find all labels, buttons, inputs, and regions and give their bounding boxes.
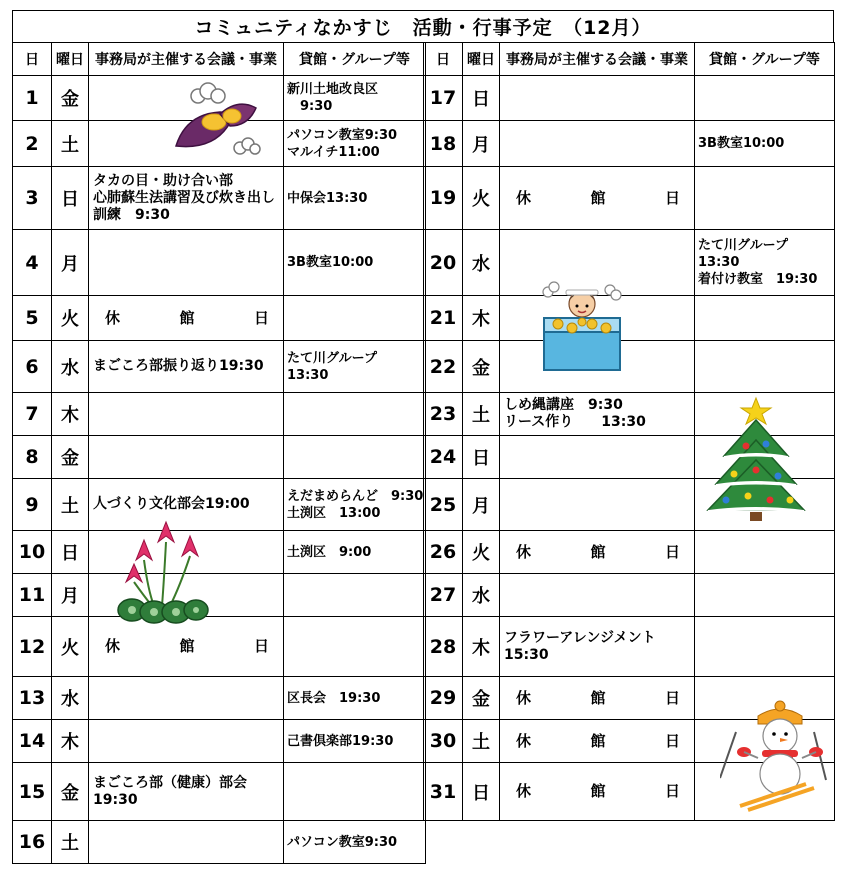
day-number: 2 xyxy=(13,121,52,167)
rental-group-line: 着付け教室 19:30 xyxy=(698,272,818,287)
cyclamen-flower-illustration xyxy=(114,520,210,624)
office-event-line: 人づくり文化部会19:00 xyxy=(93,496,250,512)
rental-group-line: マルイチ11:00 xyxy=(287,144,380,160)
closed-day-char: 休 xyxy=(516,688,532,707)
rental-group-cell xyxy=(695,76,835,121)
rental-group-cell xyxy=(284,821,426,864)
header-day: 日 xyxy=(13,43,52,76)
office-event-cell xyxy=(500,677,695,720)
office-event-cell xyxy=(89,436,284,479)
weekday: 土 xyxy=(52,479,89,531)
weekday: 土 xyxy=(52,821,89,864)
closed-day-label xyxy=(93,638,283,655)
table-row xyxy=(13,617,426,677)
day-number: 15 xyxy=(13,763,52,821)
rental-group-line: 区長会 19:30 xyxy=(287,690,381,706)
weekday: 月 xyxy=(52,230,89,296)
day-number: 12 xyxy=(13,617,52,677)
day-number: 16 xyxy=(13,821,52,864)
rental-group-line: たて川グループ xyxy=(698,238,788,253)
weekday: 木 xyxy=(463,296,500,341)
table-row xyxy=(424,121,835,167)
rental-group-cell xyxy=(284,574,426,617)
header-day: 日 xyxy=(424,43,463,76)
rental-group-cell xyxy=(284,393,426,436)
rental-group-cell xyxy=(284,720,426,763)
closed-day-char: 日 xyxy=(253,308,269,327)
office-event-line: フラワーアレンジメント15:30 xyxy=(504,629,656,663)
rental-group-cell xyxy=(284,76,426,121)
rental-group-line: 己書倶楽部19:30 xyxy=(287,733,394,749)
rental-group-line: 13:30 xyxy=(287,367,329,383)
rental-group-cell xyxy=(695,296,835,341)
weekday: 金 xyxy=(52,763,89,821)
rental-group-line: 土渕区 13:00 xyxy=(287,505,381,521)
header-rental-groups: 貸館・グループ等 xyxy=(695,43,835,76)
weekday: 水 xyxy=(463,574,500,617)
office-event-cell xyxy=(89,296,284,341)
office-event-cell xyxy=(500,121,695,167)
weekday: 木 xyxy=(52,720,89,763)
weekday: 水 xyxy=(52,341,89,393)
office-event-line: まごころ部（健康）部会 xyxy=(93,774,247,791)
weekday: 木 xyxy=(52,393,89,436)
weekday: 日 xyxy=(463,763,500,821)
closed-day-char: 日 xyxy=(664,688,680,707)
rental-group-cell xyxy=(695,617,835,677)
table-row xyxy=(424,296,835,341)
day-number: 1 xyxy=(13,76,52,121)
rental-group-line: 3B教室10:00 xyxy=(698,136,785,151)
weekday: 土 xyxy=(463,393,500,436)
day-number: 31 xyxy=(424,763,463,821)
office-event-cell xyxy=(500,763,695,821)
yuzu-bath-illustration xyxy=(538,276,626,374)
day-number: 9 xyxy=(13,479,52,531)
weekday: 木 xyxy=(463,617,500,677)
rental-group-line: 13:30 xyxy=(698,255,740,270)
closed-day-char: 日 xyxy=(664,782,680,800)
office-event-cell xyxy=(89,341,284,393)
office-event-cell xyxy=(500,76,695,121)
weekday: 水 xyxy=(463,230,500,296)
weekday: 火 xyxy=(52,296,89,341)
office-event-cell xyxy=(89,167,284,230)
weekday: 金 xyxy=(463,341,500,393)
closed-day-char: 休 xyxy=(516,542,532,561)
closed-day-char: 日 xyxy=(664,542,680,561)
table-row xyxy=(13,677,426,720)
day-number: 17 xyxy=(424,76,463,121)
rental-group-line: パソコン教室9:30 xyxy=(287,127,398,143)
day-number: 11 xyxy=(13,574,52,617)
office-event-line: しめ縄講座 9:30 xyxy=(504,397,623,413)
closed-day-label xyxy=(504,733,694,750)
closed-day-char: 館 xyxy=(179,637,195,655)
day-number: 5 xyxy=(13,296,52,341)
header-rental-groups: 貸館・グループ等 xyxy=(284,43,426,76)
day-number: 19 xyxy=(424,167,463,230)
day-number: 28 xyxy=(424,617,463,677)
office-event-cell xyxy=(500,531,695,574)
closed-day-label xyxy=(504,544,694,561)
day-number: 26 xyxy=(424,531,463,574)
table-row xyxy=(13,821,426,864)
rental-group-cell xyxy=(284,436,426,479)
day-number: 20 xyxy=(424,230,463,296)
rental-group-cell xyxy=(284,677,426,720)
table-row xyxy=(424,617,835,677)
office-event-line: リース作り 13:30 xyxy=(504,414,646,430)
christmas-tree-illustration xyxy=(706,396,806,522)
table-row xyxy=(13,479,426,531)
header-office-events: 事務局が主催する会議・事業 xyxy=(500,43,695,76)
rental-group-line: 3B教室10:00 xyxy=(287,255,374,270)
closed-day-char: 館 xyxy=(590,542,606,561)
rental-group-cell xyxy=(695,574,835,617)
office-event-cell xyxy=(89,763,284,821)
office-event-cell xyxy=(89,677,284,720)
weekday: 火 xyxy=(463,167,500,230)
table-row xyxy=(424,76,835,121)
office-event-line: タカの目・助け合い部 xyxy=(93,172,233,189)
day-number: 24 xyxy=(424,436,463,479)
closed-day-char: 休 xyxy=(516,188,532,207)
rental-group-cell xyxy=(695,230,835,296)
closed-day-char: 館 xyxy=(590,731,606,750)
table-row xyxy=(13,436,426,479)
table-row xyxy=(424,341,835,393)
day-number: 8 xyxy=(13,436,52,479)
table-row xyxy=(13,341,426,393)
closed-day-char: 日 xyxy=(253,637,269,655)
office-event-cell xyxy=(89,393,284,436)
weekday: 日 xyxy=(463,436,500,479)
rental-group-line: 9:30 xyxy=(287,99,333,114)
rental-group-cell xyxy=(695,121,835,167)
office-event-cell xyxy=(89,720,284,763)
sweet-potato-illustration xyxy=(168,78,264,160)
weekday: 日 xyxy=(463,76,500,121)
office-event-cell xyxy=(500,617,695,677)
day-number: 18 xyxy=(424,121,463,167)
office-event-cell xyxy=(500,167,695,230)
rental-group-cell xyxy=(284,763,426,821)
closed-day-char: 日 xyxy=(664,731,680,750)
header-office-events: 事務局が主催する会議・事業 xyxy=(89,43,284,76)
day-number: 14 xyxy=(13,720,52,763)
day-number: 27 xyxy=(424,574,463,617)
weekday: 月 xyxy=(463,479,500,531)
rental-group-cell xyxy=(284,167,426,230)
closed-day-char: 館 xyxy=(590,782,606,800)
closed-day-label xyxy=(504,690,694,707)
office-event-cell xyxy=(500,574,695,617)
closed-day-char: 休 xyxy=(105,308,121,327)
table-row xyxy=(424,167,835,230)
office-event-line: 心肺蘇生法講習及び炊き出し訓練 9:30 xyxy=(93,189,275,223)
rental-group-cell xyxy=(284,230,426,296)
table-row xyxy=(13,230,426,296)
page-title: コミュニティなかすじ 活動・行事予定 （12月） xyxy=(12,10,834,42)
weekday: 金 xyxy=(52,76,89,121)
day-number: 22 xyxy=(424,341,463,393)
table-row xyxy=(13,531,426,574)
day-number: 30 xyxy=(424,720,463,763)
office-event-cell xyxy=(500,479,695,531)
weekday: 金 xyxy=(463,677,500,720)
rental-group-cell xyxy=(695,531,835,574)
table-row xyxy=(13,393,426,436)
day-number: 29 xyxy=(424,677,463,720)
rental-group-cell xyxy=(695,341,835,393)
rental-group-line: 新川土地改良区 xyxy=(287,82,379,97)
closed-day-label xyxy=(93,310,283,327)
closed-day-label xyxy=(504,783,694,800)
office-event-line: 19:30 xyxy=(93,791,138,808)
table-row xyxy=(13,167,426,230)
day-number: 6 xyxy=(13,341,52,393)
table-row xyxy=(424,230,835,296)
rental-group-line: えだまめらんど 9:30 xyxy=(287,488,424,504)
office-event-cell xyxy=(89,617,284,677)
snowman-skiing-illustration xyxy=(720,700,830,812)
table-row xyxy=(424,574,835,617)
day-number: 10 xyxy=(13,531,52,574)
weekday: 金 xyxy=(52,436,89,479)
closed-day-char: 休 xyxy=(516,731,532,750)
closed-day-char: 休 xyxy=(105,637,121,655)
closed-day-char: 日 xyxy=(664,188,680,207)
weekday: 土 xyxy=(463,720,500,763)
office-event-cell xyxy=(89,230,284,296)
closed-day-char: 館 xyxy=(590,188,606,207)
weekday: 日 xyxy=(52,167,89,230)
rental-group-line: 中保会13:30 xyxy=(287,190,368,206)
day-number: 7 xyxy=(13,393,52,436)
day-number: 21 xyxy=(424,296,463,341)
closed-day-label xyxy=(504,190,694,207)
rental-group-cell xyxy=(284,617,426,677)
rental-group-cell xyxy=(284,341,426,393)
day-number: 3 xyxy=(13,167,52,230)
weekday: 火 xyxy=(463,531,500,574)
rental-group-cell xyxy=(284,121,426,167)
rental-group-cell xyxy=(284,479,426,531)
header-weekday: 曜日 xyxy=(463,43,500,76)
weekday: 月 xyxy=(463,121,500,167)
table-row xyxy=(13,720,426,763)
day-number: 25 xyxy=(424,479,463,531)
rental-group-cell xyxy=(284,531,426,574)
office-event-cell xyxy=(500,436,695,479)
closed-day-char: 館 xyxy=(590,688,606,707)
header-weekday: 曜日 xyxy=(52,43,89,76)
office-event-cell xyxy=(500,393,695,436)
weekday: 月 xyxy=(52,574,89,617)
office-event-cell xyxy=(500,720,695,763)
rental-group-cell xyxy=(695,167,835,230)
table-row xyxy=(13,296,426,341)
rental-group-cell xyxy=(284,296,426,341)
rental-group-line: たて川グループ xyxy=(287,350,377,366)
office-event-line: まごころ部振り返り19:30 xyxy=(93,358,264,374)
office-event-cell xyxy=(89,821,284,864)
table-row xyxy=(13,574,426,617)
closed-day-char: 館 xyxy=(179,308,195,327)
table-row xyxy=(13,763,426,821)
weekday: 日 xyxy=(52,531,89,574)
weekday: 水 xyxy=(52,677,89,720)
weekday: 土 xyxy=(52,121,89,167)
rental-group-line: 土渕区 9:00 xyxy=(287,544,372,560)
weekday: 火 xyxy=(52,617,89,677)
closed-day-char: 休 xyxy=(516,782,532,800)
day-number: 4 xyxy=(13,230,52,296)
calendar-left-table xyxy=(12,42,426,864)
day-number: 13 xyxy=(13,677,52,720)
day-number: 23 xyxy=(424,393,463,436)
table-row xyxy=(424,531,835,574)
rental-group-line: パソコン教室9:30 xyxy=(287,834,398,850)
